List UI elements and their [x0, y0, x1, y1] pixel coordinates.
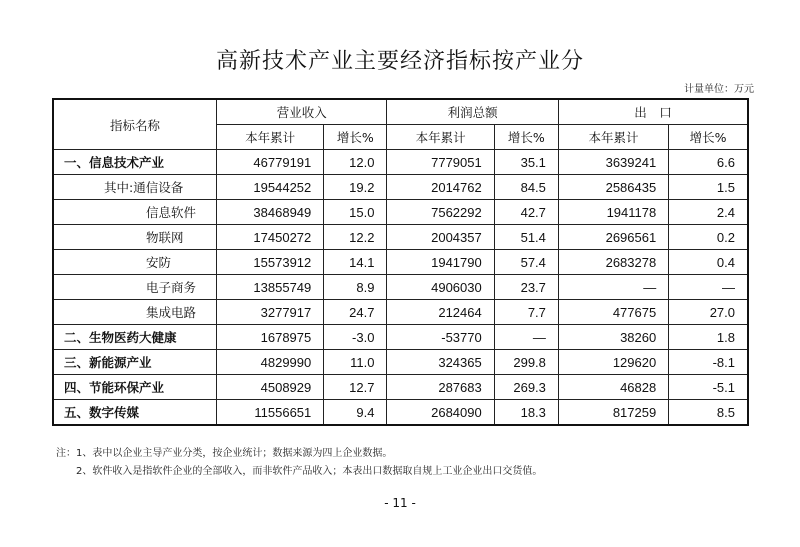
export-growth: -8.1: [669, 350, 748, 375]
export-growth: 6.6: [669, 150, 748, 175]
export-growth: 0.4: [669, 250, 748, 275]
header-profit: 利润总额: [387, 99, 558, 125]
export-ytd: 46828: [558, 375, 668, 400]
profit-growth: 51.4: [494, 225, 558, 250]
revenue-ytd: 46779191: [216, 150, 323, 175]
profit-growth: —: [494, 325, 558, 350]
profit-growth: 18.3: [494, 400, 558, 426]
export-growth: 1.5: [669, 175, 748, 200]
export-ytd: —: [558, 275, 668, 300]
revenue-growth: 14.1: [324, 250, 387, 275]
table-row: [53, 150, 748, 175]
profit-growth: 7.7: [494, 300, 558, 325]
row-name: 五、数字传媒: [53, 400, 216, 426]
unit-label: 计量单位：万元: [684, 84, 754, 95]
revenue-growth: 9.4: [324, 400, 387, 426]
export-ytd: 129620: [558, 350, 668, 375]
revenue-ytd: 13855749: [216, 275, 323, 300]
revenue-ytd: 11556651: [216, 400, 323, 426]
header-export: 出 口: [558, 99, 748, 125]
export-ytd: 3639241: [558, 150, 668, 175]
export-growth: —: [669, 275, 748, 300]
revenue-ytd: 4829990: [216, 350, 323, 375]
revenue-growth: 12.0: [324, 150, 387, 175]
profit-ytd: 2014762: [387, 175, 494, 200]
profit-growth: 269.3: [494, 375, 558, 400]
footnote-1: 注：1、表中以企业主导产业分类，按企业统计；数据来源为四上企业数据。: [56, 448, 393, 459]
row-name: 安防: [53, 250, 216, 275]
profit-ytd: 2684090: [387, 400, 494, 426]
profit-ytd: 212464: [387, 300, 494, 325]
revenue-growth: 15.0: [324, 200, 387, 225]
profit-ytd: 7779051: [387, 150, 494, 175]
table-row: [53, 350, 748, 375]
table-row: [53, 300, 748, 325]
profit-ytd: 1941790: [387, 250, 494, 275]
row-name: 信息软件: [53, 200, 216, 225]
revenue-growth: -3.0: [324, 325, 387, 350]
export-growth: 8.5: [669, 400, 748, 426]
revenue-ytd: 19544252: [216, 175, 323, 200]
revenue-ytd: 38468949: [216, 200, 323, 225]
profit-growth: 299.8: [494, 350, 558, 375]
row-name: 电子商务: [53, 275, 216, 300]
revenue-growth: 24.7: [324, 300, 387, 325]
row-name: 物联网: [53, 225, 216, 250]
revenue-ytd: 17450272: [216, 225, 323, 250]
export-growth: 1.8: [669, 325, 748, 350]
table-row: [53, 275, 748, 300]
profit-growth: 35.1: [494, 150, 558, 175]
profit-growth: 84.5: [494, 175, 558, 200]
export-growth: -5.1: [669, 375, 748, 400]
header-export-ytd: 本年累计: [558, 125, 668, 150]
export-ytd: 817259: [558, 400, 668, 426]
row-name: 其中:通信设备: [53, 175, 216, 200]
header-revenue-growth: 增长%: [324, 125, 387, 150]
revenue-growth: 19.2: [324, 175, 387, 200]
revenue-growth: 11.0: [324, 350, 387, 375]
page-number: - 11 -: [384, 496, 416, 510]
export-growth: 2.4: [669, 200, 748, 225]
profit-growth: 23.7: [494, 275, 558, 300]
footnote-2: 2、软件收入是指软件企业的全部收入，而非软件产品收入；本表出口数据取自规上工业企业出口交货值。: [76, 466, 543, 477]
header-revenue-ytd: 本年累计: [216, 125, 323, 150]
profit-ytd: 4906030: [387, 275, 494, 300]
revenue-growth: 8.9: [324, 275, 387, 300]
row-name: 一、信息技术产业: [53, 150, 216, 175]
page-title: 高新技术产业主要经济指标按产业分: [215, 49, 584, 74]
revenue-ytd: 1678975: [216, 325, 323, 350]
profit-growth: 42.7: [494, 200, 558, 225]
economic-indicators-table: [52, 98, 749, 426]
row-name: 集成电路: [53, 300, 216, 325]
profit-growth: 57.4: [494, 250, 558, 275]
export-growth: 27.0: [669, 300, 748, 325]
table-row: [53, 375, 748, 400]
profit-ytd: 287683: [387, 375, 494, 400]
revenue-ytd: 15573912: [216, 250, 323, 275]
table-row: [53, 325, 748, 350]
revenue-growth: 12.2: [324, 225, 387, 250]
table-row: [53, 200, 748, 225]
profit-ytd: 2004357: [387, 225, 494, 250]
revenue-ytd: 4508929: [216, 375, 323, 400]
export-ytd: 1941178: [558, 200, 668, 225]
export-ytd: 477675: [558, 300, 668, 325]
table-row: [53, 225, 748, 250]
export-growth: 0.2: [669, 225, 748, 250]
export-ytd: 2696561: [558, 225, 668, 250]
revenue-growth: 12.7: [324, 375, 387, 400]
header-export-growth: 增长%: [669, 125, 748, 150]
row-name: 四、节能环保产业: [53, 375, 216, 400]
header-profit-ytd: 本年累计: [387, 125, 494, 150]
profit-ytd: 7562292: [387, 200, 494, 225]
header-profit-growth: 增长%: [494, 125, 558, 150]
profit-ytd: 324365: [387, 350, 494, 375]
table-row: [53, 175, 748, 200]
table-row: [53, 250, 748, 275]
revenue-ytd: 3277917: [216, 300, 323, 325]
export-ytd: 38260: [558, 325, 668, 350]
export-ytd: 2683278: [558, 250, 668, 275]
footnotes: [56, 445, 542, 481]
header-indicator: 指标名称: [53, 99, 216, 150]
row-name: 二、生物医药大健康: [53, 325, 216, 350]
table-row: [53, 400, 748, 426]
profit-ytd: -53770: [387, 325, 494, 350]
header-revenue: 营业收入: [216, 99, 386, 125]
row-name: 三、新能源产业: [53, 350, 216, 375]
export-ytd: 2586435: [558, 175, 668, 200]
